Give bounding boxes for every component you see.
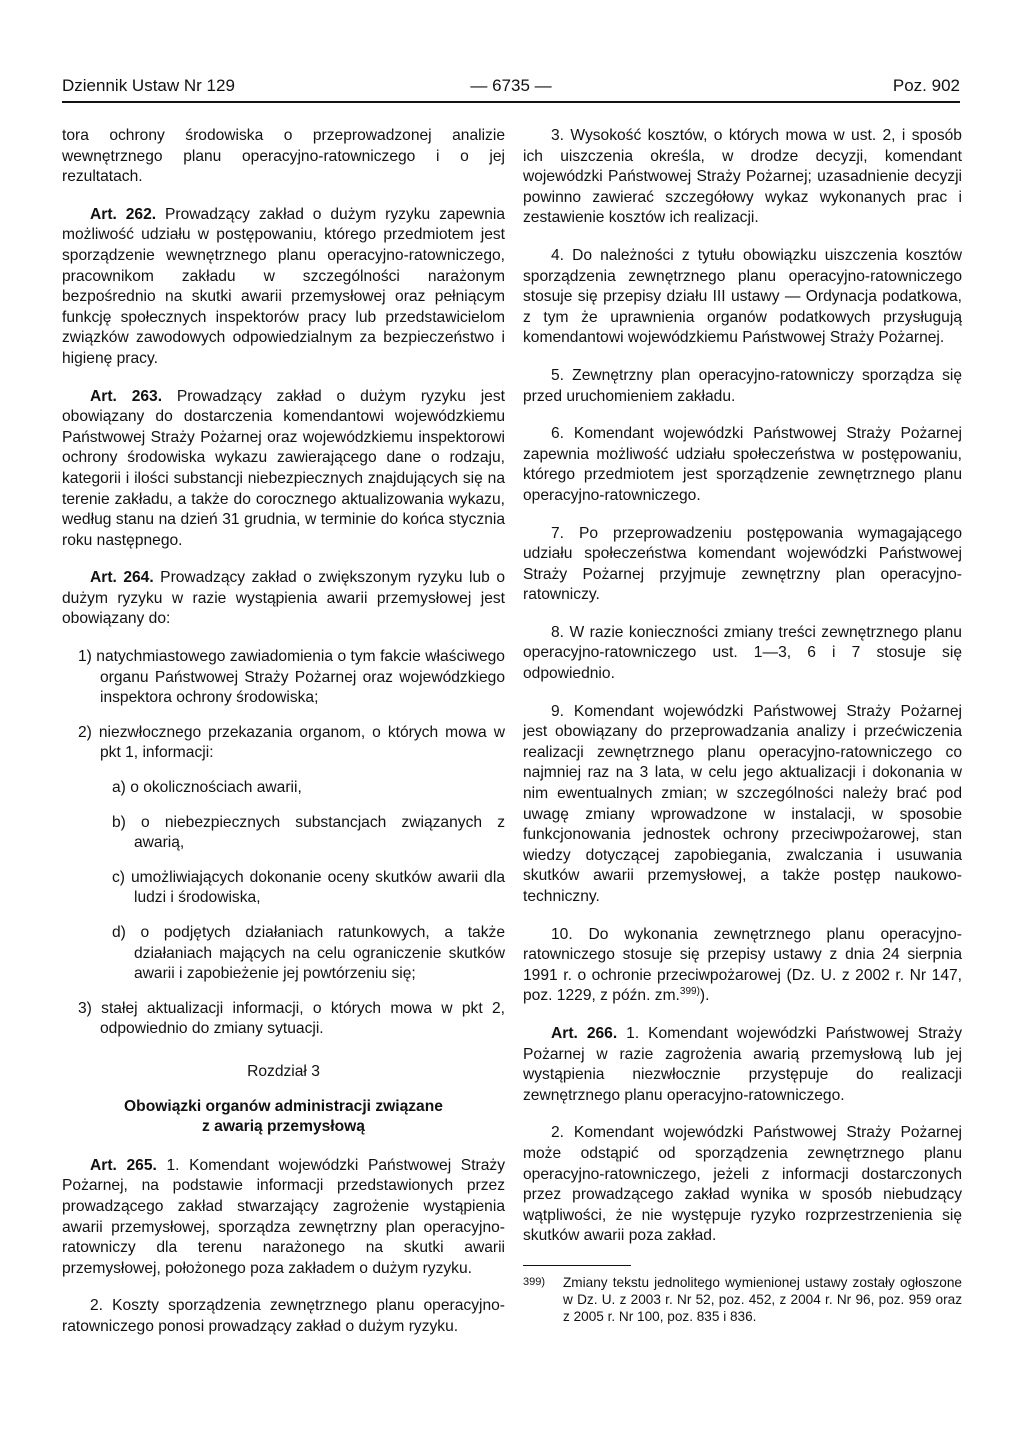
article-text: Prowadzący zakład o dużym ryzyku jest obowiązany do dostarczenia komendantowi wojewódzkiemu Państwowej Straży Pożarnej oraz wojewódzkiemu inspektorowi ochrony środowiska wykazu zawierającego dane o rodzaju, kategorii i ilości substancji niebezpiecznych znajdujących się na terenie zakładu, a także do corocznego aktualizowania wykazu, według stanu na dzień 31 grudnia, w terminie do końca stycznia roku następnego.: [62, 387, 505, 549]
article-265: [62, 1156, 505, 1280]
page-number: — 6735 —: [470, 76, 552, 95]
footnote: [523, 1274, 962, 1325]
article-266: [523, 1024, 962, 1106]
left-column: [62, 126, 505, 1355]
chapter-title: [62, 1097, 505, 1138]
list-item-2: 2) niezwłocznego przekazania organom, o których mowa w pkt 1, informacji:: [78, 723, 505, 762]
article-label: Art. 266.: [551, 1024, 618, 1042]
chapter-title-line-1: Obowiązki organów administracji związane: [124, 1097, 443, 1115]
journal-title: Dziennik Ustaw Nr 129: [62, 76, 235, 95]
section-8: 8. W razie konieczności zmiany treści zewnętrznego planu operacyjno-ratowniczego ust. 1—3, 6 i 7 stosuje się odpowiednio.: [523, 623, 962, 683]
list-item-2b: b) o niebezpiecznych substancjach związanych z awarią,: [112, 813, 505, 852]
chapter-title-line-2: z awarią przemysłową: [202, 1118, 365, 1136]
article-265-section-2: 2. Koszty sporządzenia zewnętrznego planu operacyjno-ratowniczego ponosi prowadzący zakład o dużym ryzyku.: [62, 1297, 505, 1335]
section-3: 3. Wysokość kosztów, o których mowa w ust. 2, i sposób ich uiszczenia określa, w drodze decyzji, komendant wojewódzki Państwowej Straży Pożarnej; uzasadnienie decyzji powinno zawierać szczegółowy wykaz wykonanych prac i zestawienie kosztów ich realizacji.: [523, 127, 962, 227]
article-text: 1. Komendant wojewódzki Państwowej Straży Pożarnej w razie zagrożenia awarią przemysłową lub jej wystąpienia niezwłocznie przystępuje do realizacji zewnętrznego planu operacyjno-ratowniczego.: [523, 1024, 962, 1104]
footnote-reference: 399): [679, 986, 700, 998]
section-4: 4. Do należności z tytułu obowiązku uiszczenia kosztów sporządzenia zewnętrznego planu operacyjno-ratowniczego stosuje się przepisy działu III ustawy — Ordynacja podatkowa, z tym że uprawnienia organów podatkowych przysługują komendantowi wojewódzkiemu Państwowej Straży Pożarnej.: [523, 246, 962, 347]
chapter-number: Rozdział 3: [247, 1062, 320, 1080]
position-number: Poz. 902: [892, 76, 960, 95]
section-10: [523, 925, 962, 1007]
page-header: [62, 76, 960, 100]
article-label: Art. 262.: [90, 205, 157, 223]
article-262: [62, 205, 505, 370]
article-text: 1. Komendant wojewódzki Państwowej Straży Pożarnej, na podstawie informacji przedstawionych przez prowadzącego zakład stwarzający zagrożenie wystąpienia awarii przemysłowej, sporządza zewnętrzny plan operacyjno-ratowniczy dla terenu narażonego na skutki awarii przemysłowej, położonego poza zakładem o dużym ryzyku.: [62, 1156, 505, 1277]
list-item-3: 3) stałej aktualizacji informacji, o których mowa w pkt 2, odpowiednio do zmiany sytuacji.: [78, 999, 505, 1038]
list-item-2d: d) o podjętych działaniach ratunkowych, a także działaniach mających na celu ograniczenie skutków awarii i zapobieżenie jej powtórzeniu się;: [112, 924, 505, 983]
section-5: 5. Zewnętrzny plan operacyjno-ratowniczy sporządza się przed uruchomieniem zakładu.: [523, 366, 962, 405]
article-264: [62, 568, 505, 630]
list-item-2a: a) o okolicznościach awarii,: [112, 779, 302, 797]
article-label: Art. 264.: [90, 569, 154, 587]
article-label: Art. 265.: [90, 1156, 157, 1174]
section-10-text: 10. Do wykonania zewnętrznego planu operacyjno-ratowniczego stosuje się przepisy ustawy z dnia 24 sierpnia 1991 r. o ochronie przeciwpożarowej (Dz. U. z 2002 r. Nr 147, poz. 1229, z późn. zm.: [523, 925, 962, 1005]
article-text: Prowadzący zakład o zwiększonym ryzyku lub o dużym ryzyku w razie wystąpienia awarii przemysłowej jest obowiązany do:: [62, 569, 505, 628]
article-text: Prowadzący zakład o dużym ryzyku zapewnia możliwość udziału w postępowaniu, którego przedmiotem jest sporządzenie wewnętrznego planu operacyjno-ratowniczego, pracownikom zakładu w szczególności narażonym bezpośrednio na skutki awarii przemysłowej oraz pełniącym funkcję społecznych inspektorów pracy lub przedstawicielom związków zawodowych odpowiedzialnym za bezpieczeństwo i higienę pracy.: [62, 205, 506, 367]
footnote-rule: [523, 1265, 631, 1266]
footnote-text: Zmiany tekstu jednolitego wymienionej ustawy zostały ogłoszone w Dz. U. z 2003 r. Nr 52, poz. 452, z 2004 r. Nr 96, poz. 959 oraz z 2005 r. Nr 100, poz. 835 i 836.: [563, 1274, 962, 1324]
header-rule: [62, 101, 960, 103]
article-266-section-2: 2. Komendant wojewódzki Państwowej Straży Pożarnej może odstąpić od sporządzenia zewnętrznego planu operacyjno-ratowniczego, jeżeli z informacji dostarczonych przez prowadzącego zakład wynika w sposób niebudzący wątpliwości, że nie występuje ryzyko rozprzestrzenienia się skutków awarii poza zakład.: [523, 1124, 962, 1245]
list-item-2c: c) umożliwiających dokonanie oceny skutków awarii dla ludzi i środowiska,: [112, 868, 505, 907]
section-9: 9. Komendant wojewódzki Państwowej Straży Pożarnej jest obowiązany do przeprowadzania analizy i przećwiczenia realizacji zewnętrznego planu operacyjno-ratowniczego co najmniej raz na 3 lata, w celu jego aktualizacji i dokonania w nim ewentualnych zmian; w szczególności należy brać pod uwagę zmiany wprowadzone w instalacji, w sposobie funkcjonowania jednostek ochrony przeciwpożarowej, stan wiedzy dotyczącej zapobiegania, zwalczania i usuwania skutków awarii przemysłowej, a także postęp naukowo-techniczny.: [523, 702, 962, 905]
section-7: 7. Po przeprowadzeniu postępowania wymagającego udziału społeczeństwa komendant wojewódzki Państwowej Straży Pożarnej przyjmuje zewnętrzny plan operacyjno-ratowniczy.: [523, 524, 962, 604]
section-10-end: ).: [699, 987, 710, 1005]
article-label: Art. 263.: [90, 387, 163, 405]
article-263: [62, 387, 505, 552]
list-item-1: 1) natychmiastowego zawiadomienia o tym fakcie właściwego organu Państwowej Straży Pożarnej oraz wojewódzkiego inspektora ochrony środowiska;: [78, 648, 505, 707]
section-6: 6. Komendant wojewódzki Państwowej Straży Pożarnej zapewnia możliwość udziału społeczeństwa w postępowaniu, którego przedmiotem jest sporządzenie zewnętrznego planu operacyjno-ratowniczego.: [523, 425, 962, 504]
right-column: [523, 126, 962, 1325]
paragraph-continuation: tora ochrony środowiska o przeprowadzonej analizie wewnętrznego planu operacyjno-ratowniczego i o jej rezultatach.: [62, 127, 505, 186]
footnote-mark: 399): [523, 1275, 546, 1288]
